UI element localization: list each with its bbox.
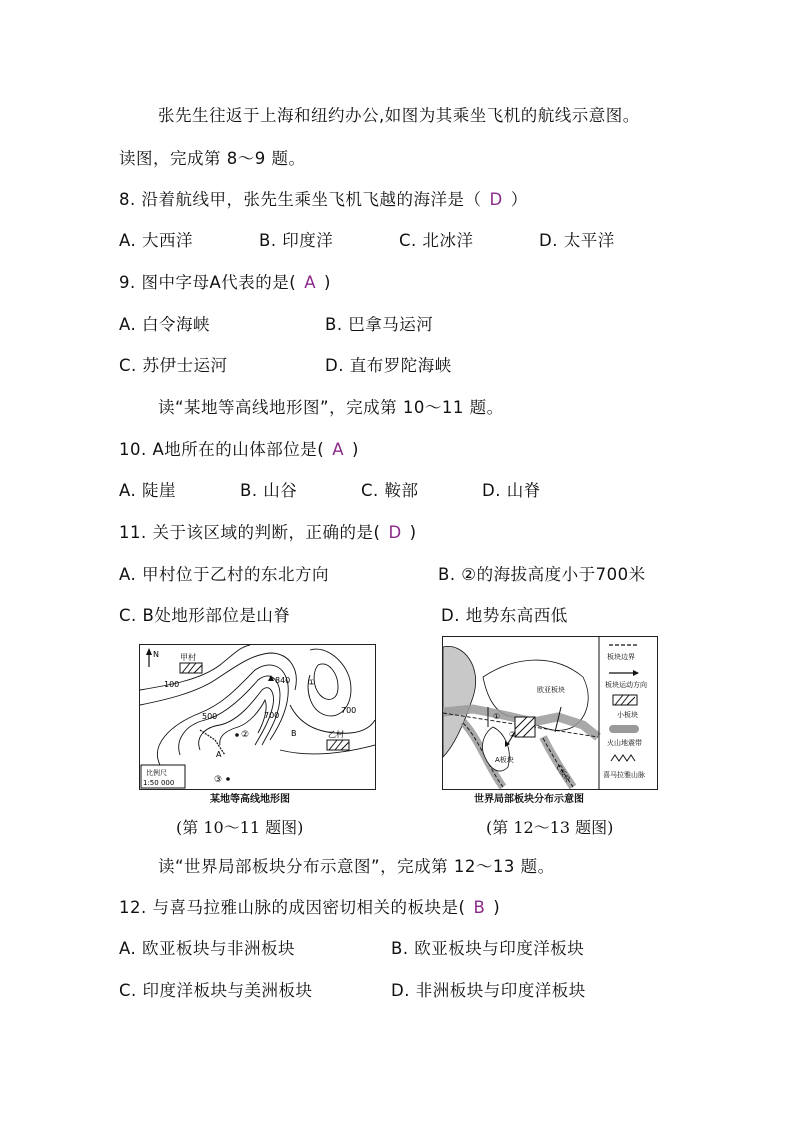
q9-option-b: B. 巴拿马运河 xyxy=(325,315,434,334)
q8-option-c: C. 北冰洋 xyxy=(399,231,474,250)
intro-text-3: 读“某地等高线地形图”，完成第 10～11 题。 xyxy=(158,398,504,417)
q11-option-c: C. B处地形部位是山脊 xyxy=(119,606,291,625)
contour-line xyxy=(290,705,375,733)
legend-small-plate: 小板块 xyxy=(617,711,638,719)
intro-text-1: 张先生往返于上海和纽约办公,如图为其乘坐飞机的航线示意图。 xyxy=(158,106,640,125)
scale-value: 1:50 000 xyxy=(143,779,175,787)
scale-title: 比例尺 xyxy=(146,769,167,777)
plate-a-label: A板块 xyxy=(495,756,514,764)
question-9-close: ) xyxy=(324,273,331,292)
question-12 xyxy=(119,897,500,919)
q11-option-d: D. 地势东高西低 xyxy=(441,606,568,625)
q9-option-d: D. 直布罗陀海峡 xyxy=(325,356,452,375)
village-jia-label: 甲村 xyxy=(180,653,196,662)
contour-line xyxy=(314,664,338,700)
question-10 xyxy=(119,439,359,461)
himalaya-icon xyxy=(611,755,635,761)
contour-label-700: 700 xyxy=(264,711,280,720)
q10-option-b: B. 山谷 xyxy=(240,481,298,500)
plate-mark-1: ① xyxy=(493,712,501,721)
north-label: N xyxy=(153,650,159,659)
legend-volcano-belt: 火山地震带 xyxy=(607,739,642,747)
q11-option-a: A. 甲村位于乙村的东北方向 xyxy=(119,565,329,584)
legend-himalaya: 喜马拉雅山脉 xyxy=(603,771,645,779)
question-9-stem: 9. 图中字母A代表的是( xyxy=(119,273,297,292)
plate-map-svg xyxy=(443,637,657,789)
question-8-answer: D xyxy=(489,190,503,209)
question-11 xyxy=(119,522,417,544)
figure-1-caption: 某地等高线地形图 xyxy=(210,794,290,805)
mark-3-label: ③ xyxy=(214,775,223,785)
legend-plate-boundary: 板块边界 xyxy=(607,653,635,661)
point-3-icon xyxy=(226,777,230,781)
q8-option-b: B. 印度洋 xyxy=(259,231,334,250)
contour-map-svg xyxy=(140,645,375,789)
plate-map xyxy=(442,636,658,790)
figure-2-caption: 世界局部板块分布示意图 xyxy=(474,794,584,805)
peak-label: 840 xyxy=(275,676,291,685)
village-yi-label: 乙村 xyxy=(328,730,344,739)
mark-1-label: ① xyxy=(308,678,316,687)
legend-plate-motion: 板块运动方向 xyxy=(605,681,647,689)
question-12-close: ) xyxy=(493,898,501,917)
mark-2-label: ② xyxy=(241,730,250,740)
q10-option-a: A. 陡崖 xyxy=(119,481,176,500)
point-a-label: A xyxy=(216,750,222,759)
point-2-icon xyxy=(235,733,239,737)
eurasia-plate-label: 欧亚板块 xyxy=(537,686,565,694)
question-9 xyxy=(119,272,331,294)
north-arrow-head-icon xyxy=(146,648,152,655)
q12-option-b: B. 欧亚板块与印度洋板块 xyxy=(391,939,585,958)
plate-map-area xyxy=(443,646,598,787)
question-11-close: ) xyxy=(409,523,417,542)
volcano-belt-icon xyxy=(609,725,639,733)
q10-option-d: D. 山脊 xyxy=(482,481,541,500)
contour-map xyxy=(139,644,376,790)
q12-option-d: D. 非洲板块与印度洋板块 xyxy=(391,981,586,1000)
intro-text-2: 读图，完成第 8～9 题。 xyxy=(119,149,306,168)
figure-1-number: (第 10～11 题图) xyxy=(176,818,304,837)
contour-label-500: 500 xyxy=(202,712,218,721)
question-8-stem: 8. 沿着航线甲，张先生乘坐飞机飞越的海洋是（ xyxy=(119,190,482,209)
q9-option-a: A. 白令海峡 xyxy=(119,315,210,334)
figure-2-number: (第 12～13 题图) xyxy=(486,818,614,837)
plate-mark-2: ② xyxy=(509,730,517,739)
intro-text-4: 读“世界局部板块分布示意图”，完成第 12～13 题。 xyxy=(158,857,555,876)
contour-label-100: 100 xyxy=(164,680,180,689)
q8-option-a: A. 大西洋 xyxy=(119,231,193,250)
q9-option-c: C. 苏伊士运河 xyxy=(119,356,228,375)
q10-option-c: C. 鞍部 xyxy=(361,481,419,500)
contour-label-700-east: 700 xyxy=(341,706,357,715)
point-b-label: B xyxy=(291,729,297,738)
question-10-answer: A xyxy=(332,440,345,459)
q11-option-b: B. ②的海拔高度小于700米 xyxy=(438,565,646,584)
q8-option-d: D. 太平洋 xyxy=(539,231,615,250)
question-11-stem: 11. 关于该区域的判断，正确的是( xyxy=(119,523,381,542)
question-8 xyxy=(119,189,528,211)
question-9-answer: A xyxy=(304,273,317,292)
plate-c-label: C板块 xyxy=(554,763,572,784)
question-12-stem: 12. 与喜马拉雅山脉的成因密切相关的板块是( xyxy=(119,898,466,917)
question-10-stem: 10. A地所在的山体部位是( xyxy=(119,440,325,459)
q12-option-c: C. 印度洋板块与美洲板块 xyxy=(119,981,313,1000)
question-12-answer: B xyxy=(473,898,486,917)
question-11-answer: D xyxy=(388,523,402,542)
question-10-close: ) xyxy=(352,440,359,459)
q12-option-a: A. 欧亚板块与非洲板块 xyxy=(119,939,295,958)
question-8-close: ） xyxy=(510,190,528,209)
